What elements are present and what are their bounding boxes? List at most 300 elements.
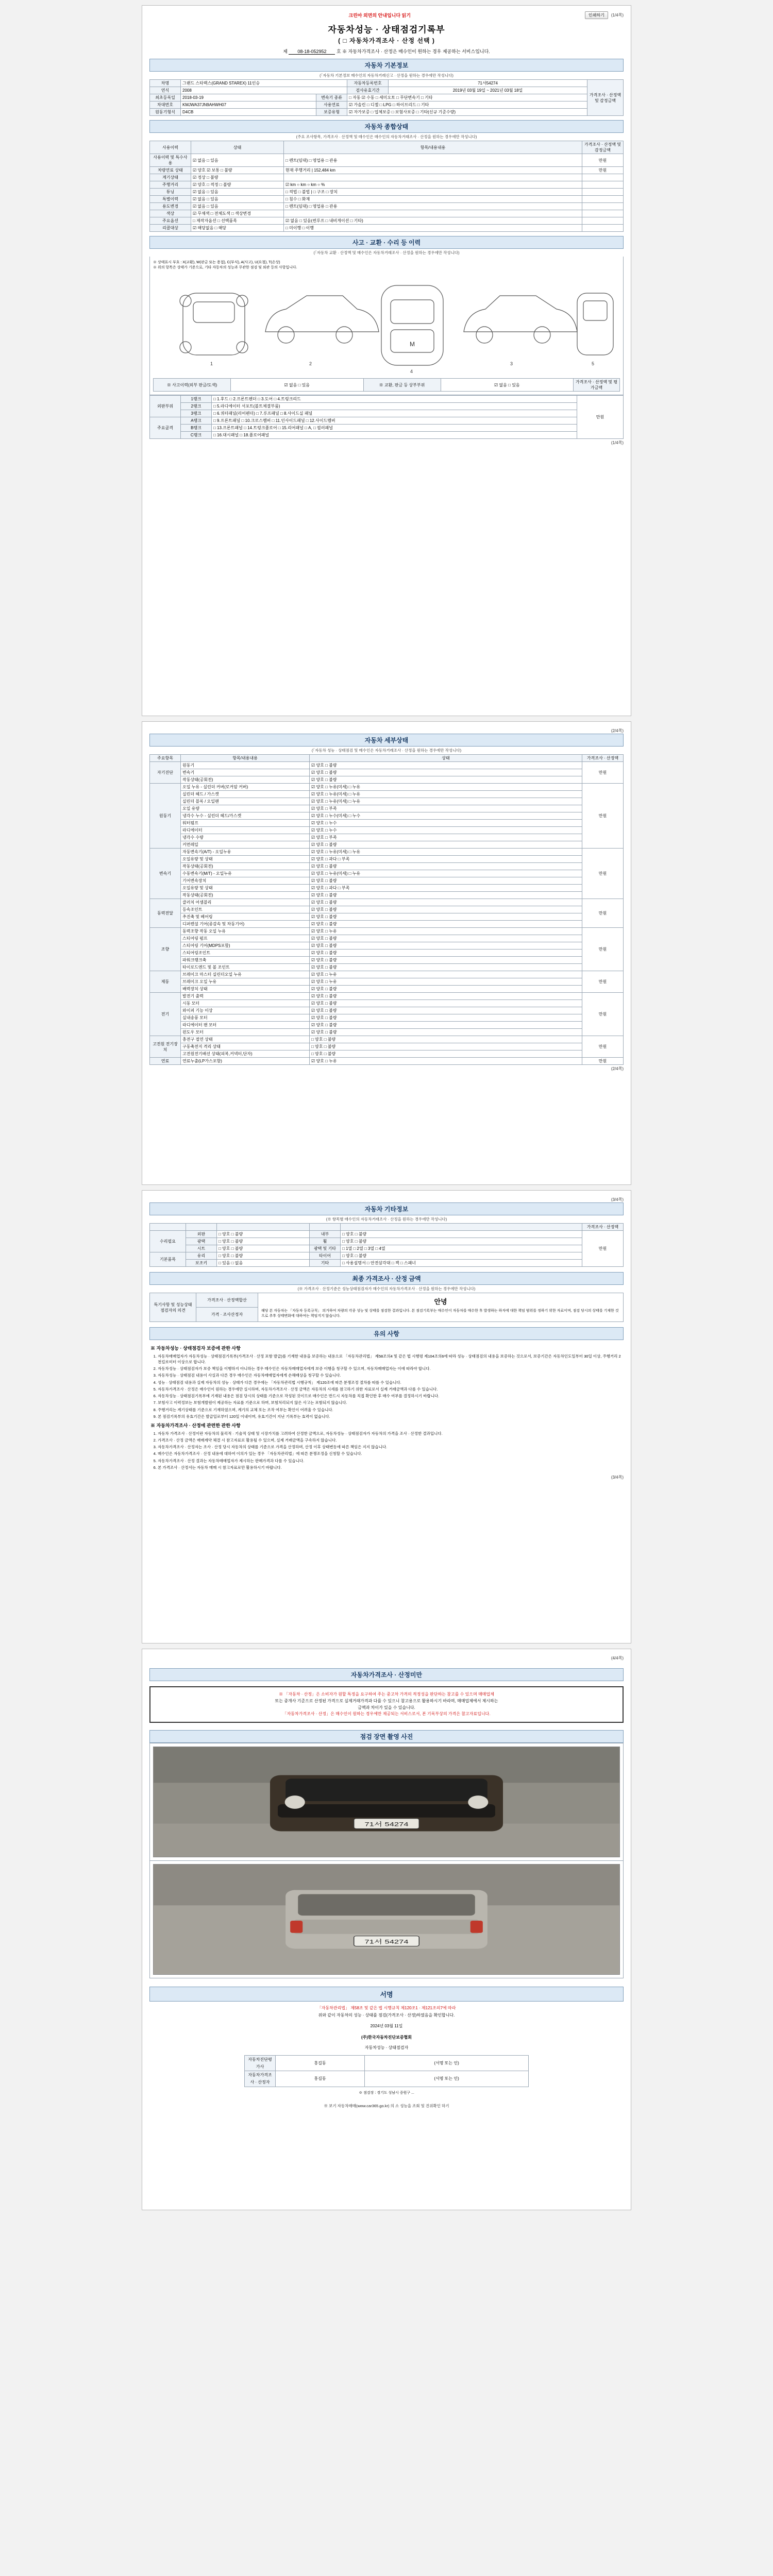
svg-text:5: 5 <box>592 361 595 366</box>
detail-group-5-name: 제동 <box>150 971 181 993</box>
basic-row-0-value2: 71서54274 <box>389 80 587 87</box>
detail-g0-price: 만원 <box>582 762 624 784</box>
section-etc-title: 자동차 기타정보 <box>149 1202 624 1215</box>
detail-col-4: 가격조사 · 산정액 <box>582 755 624 762</box>
basic-info-table <box>149 79 624 116</box>
etc-row-1-b-label: 휠 <box>310 1238 341 1245</box>
detail-g2-r2-state[interactable]: ☑ 양호 □ 불량 <box>310 863 582 870</box>
table-row <box>150 1000 624 1007</box>
detail-g6-r3-state[interactable]: ☑ 양호 □ 불량 <box>310 1014 582 1022</box>
table-row <box>150 203 624 210</box>
table-row <box>150 906 624 913</box>
detail-g1-r0-item: 오일 누유 - 실린더 커버(로커암 커버) <box>181 784 310 791</box>
detail-g8-price: 만원 <box>582 1058 624 1065</box>
sign-footer: ※ 보기 자동차매매(www.car365.go.kr) 의 소 성능을 조회 및 진위확인 하기 <box>324 2104 449 2109</box>
overall-row-0-state[interactable]: ☑ 없음 □ 있음 <box>191 154 284 167</box>
overall-row-1-item: 차량연료 상태 <box>150 167 191 174</box>
accident-items-5[interactable]: □ 16.대시패널 □ 18.플로어패널 <box>212 432 577 439</box>
accident-amount: 만원 <box>577 396 624 439</box>
etc-row-4-a-label: 보조키 <box>186 1260 217 1267</box>
overall-row-0-item: 사용이력 및 특수사용 <box>150 154 191 167</box>
detail-g6-price: 만원 <box>582 993 624 1036</box>
accident-frame-check[interactable]: ☑ 없음 □ 있음 <box>441 379 574 392</box>
section-final-title: 최종 가격조사 · 산정 금액 <box>149 1272 624 1285</box>
overall-row-2-detail <box>284 174 582 181</box>
table-row <box>150 986 624 993</box>
doc-number-suffix: 호 ※ 자동차가격조사 · 산정은 매수인이 원하는 경우 제공하는 서비스입니다. <box>336 49 490 54</box>
detail-g3-r2-state[interactable]: ☑ 양호 □ 불량 <box>310 913 582 921</box>
overall-row-0-detail[interactable]: □ 렌트(임대) □ 영업용 □ 관용 <box>284 154 582 167</box>
detail-g6-r2-state[interactable]: ☑ 양호 □ 불량 <box>310 1007 582 1014</box>
detail-g8-r0-state[interactable]: ☑ 양호 □ 누유 <box>310 1058 582 1065</box>
page1-topbar <box>149 11 624 19</box>
accident-ext-check[interactable]: ☑ 없음 □ 있음 <box>231 379 364 392</box>
detail-g2-r2-item: 작동상태(공회전) <box>181 863 310 870</box>
accident-rank-3: A랭크 <box>181 417 212 425</box>
table-row <box>150 181 624 189</box>
etc-row-3-a-state[interactable]: □ 양호 □ 불량 <box>217 1252 310 1260</box>
table-row <box>150 196 624 203</box>
section-basic-note: (「자동차 기본정보 매수인의 자동차거래신고 · 산정을 원하는 경우에만 작성니다) <box>320 73 453 78</box>
detail-g3-r1-item: 등속조인트 <box>181 906 310 913</box>
overall-row-3-state[interactable]: ☑ 양호 □ 적정 □ 불량 <box>191 181 284 189</box>
table-row <box>150 913 624 921</box>
detail-g1-r6-state[interactable]: ☑ 양호 □ 누수 <box>310 827 582 834</box>
page-subtitle: ( □ 자동차가격조사 · 산정 선택 ) <box>338 37 435 44</box>
detail-g1-r2-state[interactable]: ☑ 양호 □ 누유(미세) □ 누유 <box>310 798 582 805</box>
detail-g3-r0-state[interactable]: ☑ 양호 □ 불량 <box>310 899 582 906</box>
basic-row-3-value: KMJWA37JN9AHWH07 <box>181 101 316 109</box>
list-item: 6. 본 가격조사 · 산정서는 자동차 매매 시 참고자료로만 활용하시기 바랍니다. <box>158 1465 623 1470</box>
page2-footer-number: (2/4쪽) <box>611 1066 624 1071</box>
price-warning-line-3: 금액과 차이가 있을 수 있습니다. <box>358 1705 415 1710</box>
basic-row-2-value: 2018-03-19 <box>181 94 316 101</box>
list-item: 5. 자동차가격조사 · 산정은 매수인이 원하는 경우에만 실시하며, 자동차가격조사 · 산정 금액은 자동차의 시세를 참고하기 위한 자료로서 실제 거래금액과 다를 수 있습니다. <box>158 1386 623 1392</box>
detail-g4-r1-item: 스티어링 펌프 <box>181 935 310 942</box>
detail-g5-r2-state[interactable]: ☑ 양호 □ 불량 <box>310 986 582 993</box>
etc-table <box>149 1223 624 1267</box>
table-row <box>150 863 624 870</box>
detail-g2-r6-state[interactable]: ☑ 양호 □ 불량 <box>310 892 582 899</box>
detail-g4-r2-state[interactable]: ☑ 양호 □ 불량 <box>310 942 582 950</box>
detail-g8-r0-item: 연료누출(LP가스포함) <box>181 1058 310 1065</box>
page3-number: (3/4쪽) <box>611 1197 624 1202</box>
sign-table <box>244 2055 529 2087</box>
overall-row-2-price <box>582 174 624 181</box>
list-item: 7. 보험사고 이력정보는 보험개발원이 제공하는 자료를 기준으로 하며, 보험처리되지 않은 사고는 포함되지 않습니다. <box>158 1400 623 1405</box>
sign-line-1: 「자동차관리법」 제58조 및 같은 법 시행규칙 제120조1 · 제121조의7에 따라 <box>317 2006 456 2011</box>
table-row <box>150 87 624 94</box>
detail-g5-r2-item: 배력장치 상태 <box>181 986 310 993</box>
sign-row-1-seal: (서명 또는 인) <box>365 2071 529 2087</box>
overall-row-7-item: 색상 <box>150 210 191 217</box>
table-row <box>150 769 624 776</box>
overall-row-6-state[interactable]: ☑ 없음 □ 있음 <box>191 203 284 210</box>
detail-g2-r4-item: 기어변속장치 <box>181 877 310 885</box>
final-row2-label: 가격 · 조사산정자 <box>196 1308 258 1322</box>
detail-g6-r4-item: 라디에이터 팬 모터 <box>181 1022 310 1029</box>
accident-items-0[interactable]: □ 1.후드 □ 2.프론트펜더 □ 3.도어 □ 4.트렁크리드 <box>212 396 577 403</box>
detail-g5-r0-state[interactable]: ☑ 양호 □ 누유 <box>310 971 582 978</box>
final-left-label: 특기사항 및 성능상태 점검자의 의견 <box>150 1293 196 1322</box>
detail-g1-r7-item: 냉각수 수량 <box>181 834 310 841</box>
table-row <box>150 798 624 805</box>
overall-row-4-price <box>582 189 624 196</box>
table-row <box>150 885 624 892</box>
detail-g2-r3-item: 수동변속기(M/T) - 오일누유 <box>181 870 310 877</box>
detail-g6-r1-state[interactable]: ☑ 양호 □ 불량 <box>310 1000 582 1007</box>
price-warning-line-4: 「자동차가격조사 · 산정」은 매수인이 원하는 경우에만 제공되는 서비스로서, 본 기록부상의 가격은 참고자료입니다. <box>282 1711 491 1717</box>
table-row <box>150 410 624 417</box>
doc-number-value: 08-18-052952 <box>289 49 335 55</box>
table-row <box>150 877 624 885</box>
detail-g4-r5-item: 타이로드엔드 및 볼 조인트 <box>181 964 310 971</box>
overall-row-3-detail: ☑ km ○ km ○ km ○ % <box>284 181 582 189</box>
detail-g0-r2-item: 작동상태(공회전) <box>181 776 310 784</box>
overall-row-2-item: 계기상태 <box>150 174 191 181</box>
etc-row-2-a-state[interactable]: □ 양호 □ 불량 <box>217 1245 310 1252</box>
overall-row-4-item: 튜닝 <box>150 189 191 196</box>
table-row <box>150 189 624 196</box>
detail-g6-r5-state[interactable]: ☑ 양호 □ 불량 <box>310 1029 582 1036</box>
detail-g3-r3-state[interactable]: ☑ 양호 □ 불량 <box>310 921 582 928</box>
section-overall-note: (주요 조사항목, 가격조사 · 산정액 및 매수인은 매수인의 자동차거래조사 · 산정을 원하는 경우에만 작성니다) <box>296 134 477 139</box>
etc-row-2-b-label: 광택 및 기타 <box>310 1245 341 1252</box>
etc-col-blank-3 <box>217 1224 310 1231</box>
detail-g1-r6-item: 라디에이터 <box>181 827 310 834</box>
detail-col-2: 항목/내용내용 <box>181 755 310 762</box>
table-row <box>150 950 624 957</box>
list-item: 2. 가격조사 · 산정 금액은 매매계약 체결 시 참고자료로 활용될 수 있으며, 실제 거래금액을 구속하지 않습니다. <box>158 1437 623 1443</box>
table-row <box>150 921 624 928</box>
detail-g1-price: 만원 <box>582 784 624 849</box>
detail-g1-r5-state[interactable]: ☑ 양호 □ 누수 <box>310 820 582 827</box>
basic-row-2-label3: 변속기 종류 <box>316 94 347 101</box>
detail-g2-r3-state[interactable]: ☑ 양호 □ 누유(미세) □ 누유 <box>310 870 582 877</box>
section-basic-title: 자동차 기본정보 <box>149 59 624 72</box>
etc-col-blank-5 <box>341 1224 582 1231</box>
detail-g4-r5-state[interactable]: ☑ 양호 □ 불량 <box>310 964 582 971</box>
sign-address: ※ 점검장 : 경기도 성남시 중원구 ... <box>359 2091 414 2095</box>
detail-g2-r4-state[interactable]: ☑ 양호 □ 불량 <box>310 877 582 885</box>
table-row <box>150 109 624 116</box>
svg-text:M: M <box>410 341 415 348</box>
overall-row-8-price <box>582 217 624 225</box>
table-row <box>150 928 624 935</box>
table-row <box>150 1029 624 1036</box>
caution-sec1-list <box>158 1353 623 1420</box>
detail-g7-r0-state[interactable]: □ 양호 □ 불량 <box>310 1036 582 1043</box>
detail-g1-r2-item: 실린더 블록 / 오일팬 <box>181 798 310 805</box>
detail-g0-r1-state[interactable]: ☑ 양호 □ 불량 <box>310 769 582 776</box>
caution-sec2-list <box>158 1431 623 1471</box>
table-row <box>150 762 624 769</box>
table-row <box>150 432 624 439</box>
svg-text:1: 1 <box>210 361 213 366</box>
basic-warranty-checks[interactable]: ☑ 자가보증 □ 업체보증 □ 보험사보증 □ 기타(신규 기준수량) <box>347 109 587 116</box>
table-row <box>150 1007 624 1014</box>
photo-front-plate: 71서 54274 <box>364 1821 409 1828</box>
etc-row-0-a-state[interactable]: □ 양호 □ 불량 <box>217 1231 310 1238</box>
table-row <box>150 101 624 109</box>
table-row <box>150 935 624 942</box>
list-item: 8. 주행거리는 계기상태를 기준으로 기재하였으며, 계기의 교체 또는 조작 여부는 확인이 어려울 수 있습니다. <box>158 1407 623 1413</box>
detail-g4-r1-state[interactable]: ☑ 양호 □ 불량 <box>310 935 582 942</box>
svg-text:3: 3 <box>510 361 513 366</box>
price-warning-line-2: 또는 중개사 기준으로 산정된 가격으로 실제거래가격과 다를 수 있으니 참고용으로 활용하시기 바라며, 매매업체에서 제시하는 <box>275 1698 498 1703</box>
section-photo-title: 점검 장면 촬영 사진 <box>149 1730 624 1743</box>
accident-diagram-wrap <box>149 257 624 395</box>
overall-table <box>149 141 624 232</box>
page-3 <box>142 1190 631 1643</box>
overall-col-item: 사용이력 <box>150 141 191 154</box>
page-title: 자동차성능 · 상태점검기록부 <box>328 25 445 35</box>
accident-items-1[interactable]: □ 5.라디에이터 서포트(볼트체결부품) <box>212 403 577 410</box>
detail-g6-r4-state[interactable]: ☑ 양호 □ 불량 <box>310 1022 582 1029</box>
detail-g1-r4-state[interactable]: ☑ 양호 □ 누수(미세) □ 누수 <box>310 812 582 820</box>
accident-group-3: 주요골격 <box>150 417 181 439</box>
list-item: 3. 자동차가격조사 · 산정자는 조사 · 산정 당시 자동차의 상태를 기준으로 가격을 산정하며, 산정 이후 상태변동에 따른 책임은 지지 않습니다. <box>158 1444 623 1450</box>
table-row <box>150 1245 624 1252</box>
accident-rank-1: 2랭크 <box>181 403 212 410</box>
detail-g3-r1-state[interactable]: ☑ 양호 □ 불량 <box>310 906 582 913</box>
overall-row-1-state[interactable]: ☑ 양호 ☑ 보통 □ 불량 <box>191 167 284 174</box>
table-row <box>150 827 624 834</box>
overall-row-1-price: 만원 <box>582 167 624 174</box>
overall-row-3-price <box>582 181 624 189</box>
list-item: 1. 자동차매매업자가 자동차성능 · 상태점검기록부(가격조사 · 산정 포함 발급)를 기재한 내용을 보증하는 내용으로 「자동차관리법」 제58조의4 및 같은 법 시행령 제104조의6에 따라 성능 · 상태점검의 내용을 보증하는 것으로서, 보증기간은 자동차인도일부터 30일 이상, 주행거리 2천킬로미터 이상으로 합니다. <box>158 1353 623 1365</box>
detail-g6-r0-state[interactable]: ☑ 양호 □ 불량 <box>310 993 582 1000</box>
detail-g1-r3-state[interactable]: ☑ 양호 □ 부족 <box>310 805 582 812</box>
detail-g2-r1-state[interactable]: ☑ 양호 □ 과다 □ 부족 <box>310 856 582 863</box>
caution-sec2-title: ※ 자동차가격조사 · 산정에 관련한 관한 사항 <box>150 1423 241 1428</box>
accident-rank-0: 1랭크 <box>181 396 212 403</box>
table-row <box>150 417 624 425</box>
etc-row-1-b-state[interactable]: □ 양호 □ 불량 <box>341 1238 582 1245</box>
detail-g4-r2-item: 스티어링 기어(MDPS포함) <box>181 942 310 950</box>
detail-g2-r5-state[interactable]: ☑ 양호 □ 과다 □ 부족 <box>310 885 582 892</box>
detail-g1-r8-state[interactable]: ☑ 양호 □ 불량 <box>310 841 582 849</box>
basic-row-1-value: 2008 <box>181 87 347 94</box>
table-row <box>150 841 624 849</box>
detail-g2-r0-item: 자동변속기(A/T) - 오일누유 <box>181 849 310 856</box>
detail-g2-price: 만원 <box>582 849 624 899</box>
detail-g7-price: 만원 <box>582 1036 624 1058</box>
sign-body <box>149 2002 624 2099</box>
list-item: 2. 자동차성능 · 상태점검자가 보증 책임을 이행하지 아니하는 경우 매수인은 자동차매매업자에게 보증 이행을 청구할 수 있으며, 자동차매매업자는 이에 따라야 합니다. <box>158 1366 623 1371</box>
basic-fuel-checks[interactable]: ☑ 가솔린 □ 디젤 □ LPG □ 하이브리드 □ 기타 <box>347 101 587 109</box>
detail-g5-r0-item: 브레이크 마스터 실린더오일 누유 <box>181 971 310 978</box>
overall-row-5-item: 특별이력 <box>150 196 191 203</box>
table-row <box>150 784 624 791</box>
section-overall-title: 자동차 종합상태 <box>149 120 624 133</box>
overall-row-9-detail: □ 미이행 □ 이행 <box>284 225 582 232</box>
detail-g4-r3-state[interactable]: ☑ 양호 □ 불량 <box>310 950 582 957</box>
page-2 <box>142 721 631 1185</box>
final-price-table <box>149 1293 624 1322</box>
detail-g5-price: 만원 <box>582 971 624 993</box>
etc-row-2-b-state[interactable]: □ 1열 □ 2열 □ 3열 □ 4열 <box>341 1245 582 1252</box>
detail-g4-r4-state[interactable]: ☑ 양호 □ 불량 <box>310 957 582 964</box>
vehicle-photo-front <box>153 1747 620 1857</box>
svg-text:2: 2 <box>309 361 312 366</box>
table-row <box>150 1231 624 1238</box>
basic-warranty-label: 보증유형 <box>316 109 347 116</box>
detail-g1-r7-state[interactable]: ☑ 양호 □ 부족 <box>310 834 582 841</box>
etc-col-blank-2 <box>186 1224 217 1231</box>
detail-g6-r0-item: 발전기 출력 <box>181 993 310 1000</box>
table-row <box>150 892 624 899</box>
detail-g2-r0-state[interactable]: ☑ 양호 □ 누유(미세) □ 누유 <box>310 849 582 856</box>
detail-g0-r2-state[interactable]: ☑ 양호 □ 불량 <box>310 776 582 784</box>
table-row <box>150 978 624 986</box>
doc-number-prefix: 제 <box>283 49 288 54</box>
basic-row-2-checks[interactable]: □ 자동 ☑ 수동 □ 세미오토 □ 무단변속기 □ 기타 <box>347 94 587 101</box>
overall-row-5-detail: □ 침수 □ 화재 <box>284 196 582 203</box>
table-row <box>150 805 624 812</box>
basic-row-4-value: D4CB <box>181 109 316 116</box>
accident-items-2[interactable]: □ 6.쿼터패널(리어펜더) □ 7.루프패널 □ 8.사이드실 패널 <box>212 410 577 417</box>
overall-row-6-detail: □ 렌트(임대) □ 영업용 □ 관용 <box>284 203 582 210</box>
detail-g0-r0-state[interactable]: ☑ 양호 □ 불량 <box>310 762 582 769</box>
table-row <box>150 1238 624 1245</box>
detail-state-table <box>149 754 624 1065</box>
etc-row-3-b-label: 타이어 <box>310 1252 341 1260</box>
detail-g7-r2-item: 고전원전기배선 상태(피복,커넥터,단자) <box>181 1050 310 1058</box>
section-price-title: 자동차가격조사 · 산정미만 <box>149 1668 624 1681</box>
accident-items-3[interactable]: □ 9.프론트패널 □ 10.크로스멤버 □ 11.인사이드패널 □ 12.사이드멤버 <box>212 417 577 425</box>
table-row <box>150 812 624 820</box>
accident-rank-4: B랭크 <box>181 425 212 432</box>
table-header-row <box>150 1224 624 1231</box>
table-row <box>150 942 624 950</box>
detail-group-3-name: 동력전달 <box>150 899 181 928</box>
overall-row-8-item: 주요옵션 <box>150 217 191 225</box>
overall-row-4-state[interactable]: ☑ 없음 □ 있음 <box>191 189 284 196</box>
vehicle-photo-rear <box>153 1864 620 1975</box>
overall-row-1-detail: 현재 주행거리 | 152,484 km <box>284 167 582 174</box>
overall-row-2-state[interactable]: ☑ 정상 □ 불량 <box>191 174 284 181</box>
overall-row-9-state[interactable]: ☑ 해당없음 □ 해당 <box>191 225 284 232</box>
final-opinion-cell <box>258 1293 624 1322</box>
table-row <box>150 791 624 798</box>
accident-ext-label: ※ 사고이력(외부 판금/도색) <box>154 379 231 392</box>
overall-col-state: 상태 <box>191 141 284 154</box>
overall-row-0-price: 만원 <box>582 154 624 167</box>
table-row <box>150 167 624 174</box>
table-row <box>150 225 624 232</box>
detail-group-7-name: 고전원 전기장치 <box>150 1036 181 1058</box>
detail-g1-r0-state[interactable]: ☑ 양호 □ 누유(미세) □ 누유 <box>310 784 582 791</box>
table-row <box>150 834 624 841</box>
page4-number: (4/4쪽) <box>611 1656 624 1660</box>
accident-items-4[interactable]: □ 13.프론트패널 □ 14.트렁크플로어 □ 15.리어패널 □ A, □ 필러패널 <box>212 425 577 432</box>
section-sign-title: 서명 <box>149 1987 624 2002</box>
accident-legend-1: ※ 상태표시 부호 : X(교환), W(판금 또는 용접), C(부식), A(사고), U(요철), T(손상) <box>153 261 280 264</box>
detail-g5-r1-state[interactable]: ☑ 양호 □ 누유 <box>310 978 582 986</box>
etc-col-blank-4 <box>310 1224 341 1231</box>
overall-row-6-price <box>582 203 624 210</box>
sign-company-label: 자동차성능 · 상태점검자 <box>364 2045 409 2050</box>
detail-group-0-name: 자기진단 <box>150 762 181 784</box>
page1-number: (1/4쪽) <box>611 12 624 18</box>
etc-row-3-b-state[interactable]: □ 양호 □ 불량 <box>341 1252 582 1260</box>
detail-g7-r0-item: 충전구 절연 상태 <box>181 1036 310 1043</box>
overall-row-7-state[interactable]: ☑ 무채색 □ 전체도색 □ 색상변경 <box>191 210 284 217</box>
accident-frame-label: ※ 교환, 판금 등 상부부위 <box>363 379 441 392</box>
etc-row-3-group: 기본품목 <box>150 1252 186 1267</box>
detail-g2-r1-item: 오일유량 및 상태 <box>181 856 310 863</box>
basic-row-1-label: 연식 <box>150 87 181 94</box>
accident-group-0: 외판부위 <box>150 396 181 417</box>
detail-g3-r3-item: 디퍼렌셜 기어(종감속 및 차동기어) <box>181 921 310 928</box>
detail-g1-r4-item: 냉각수 누수 - 실린더 헤드/가스켓 <box>181 812 310 820</box>
detail-g7-r2-state[interactable]: □ 양호 □ 불량 <box>310 1050 582 1058</box>
detail-g1-r1-state[interactable]: ☑ 양호 □ 누유(미세) □ 누유 <box>310 791 582 798</box>
overall-row-5-state[interactable]: ☑ 없음 □ 있음 <box>191 196 284 203</box>
etc-row-1-a-label: 광택 <box>186 1238 217 1245</box>
overall-row-8-state[interactable]: □ 제작자옵션 □ 선택품목 <box>191 217 284 225</box>
sign-row-0-value: 홍길동 <box>276 2056 365 2071</box>
table-header-row <box>150 141 624 154</box>
table-row <box>150 870 624 877</box>
overall-col-detail: 항목/내용내용 <box>284 141 582 154</box>
etc-row-1-a-state[interactable]: □ 양호 □ 불량 <box>217 1238 310 1245</box>
table-row <box>150 1014 624 1022</box>
section-caution-title: 유의 사항 <box>149 1327 624 1340</box>
etc-row-0-a-label: 외판 <box>186 1231 217 1238</box>
table-row <box>154 379 620 392</box>
detail-g3-r0-item: 클러치 어셈블리 <box>181 899 310 906</box>
etc-col-price: 가격조사 · 산정액 <box>582 1224 624 1231</box>
sign-date: 2024년 03월 11일 <box>370 2024 403 2029</box>
table-row <box>150 425 624 432</box>
overall-row-9-price <box>582 225 624 232</box>
basic-row-2-label: 최초등록일 <box>150 94 181 101</box>
basic-price-header: 가격조사 · 산정액 및 감정금액 <box>587 80 624 116</box>
overall-row-8-detail: ☑ 없음 □ 있음(썬루프 □ 내비게이션 □ 기타) <box>284 217 582 225</box>
etc-row-4-b-state[interactable]: □ 사용설명서 □ 안전삼각대 □ 잭 □ 스패너 <box>341 1260 582 1267</box>
detail-group-2-name: 변속기 <box>150 849 181 899</box>
price-warning-box <box>149 1686 624 1723</box>
table-row <box>150 1043 624 1050</box>
table-row <box>150 217 624 225</box>
table-row <box>150 1252 624 1260</box>
detail-g4-r4-item: 파워크랭크축 <box>181 957 310 964</box>
basic-row-0-label: 차명 <box>150 80 181 87</box>
table-header-row <box>150 755 624 762</box>
detail-col-3: 상태 <box>310 755 582 762</box>
table-row <box>150 1022 624 1029</box>
section-accident-note: (「자동차 교환 · 산정액 및 매수인은 자동차거래조사 · 산정을 원하는 경우에만 작성니다) <box>313 250 460 255</box>
detail-g6-r2-item: 와이퍼 기능 이상 <box>181 1007 310 1014</box>
section-detail-note: (「자동차 성능 · 상태점검 및 매수인은 자동차거래조사 · 산정을 원하는 경우에만 작성니다) <box>311 748 462 753</box>
print-button[interactable]: 인쇄하기 <box>585 11 608 19</box>
accident-rank-2: 3랭크 <box>181 410 212 417</box>
basic-row-3-label: 차대번호 <box>150 101 181 109</box>
detail-g7-r1-state[interactable]: □ 양호 □ 불량 <box>310 1043 582 1050</box>
etc-row-4-a-state[interactable]: □ 있음 □ 없음 <box>217 1260 310 1267</box>
overall-row-7-detail <box>284 210 582 217</box>
table-row <box>150 154 624 167</box>
detail-group-6-name: 전기 <box>150 993 181 1036</box>
detail-g1-r8-item: 커먼레일 <box>181 841 310 849</box>
list-item: 9. 본 점검기록부의 유효기간은 발급일로부터 120일 이내이며, 유효기간이 지난 기록부는 효력이 없습니다. <box>158 1414 623 1419</box>
detail-g4-r0-state[interactable]: ☑ 양호 □ 누유 <box>310 928 582 935</box>
section-final-note: (※ 가격조사 · 산정기준은 성능상태점검자가 매수인의 자동차가격조사 · 산정을 원하는 경우에만 작성니다) <box>297 1286 476 1291</box>
etc-amount: 만원 <box>582 1231 624 1267</box>
etc-row-0-b-state[interactable]: □ 양호 □ 불량 <box>341 1231 582 1238</box>
